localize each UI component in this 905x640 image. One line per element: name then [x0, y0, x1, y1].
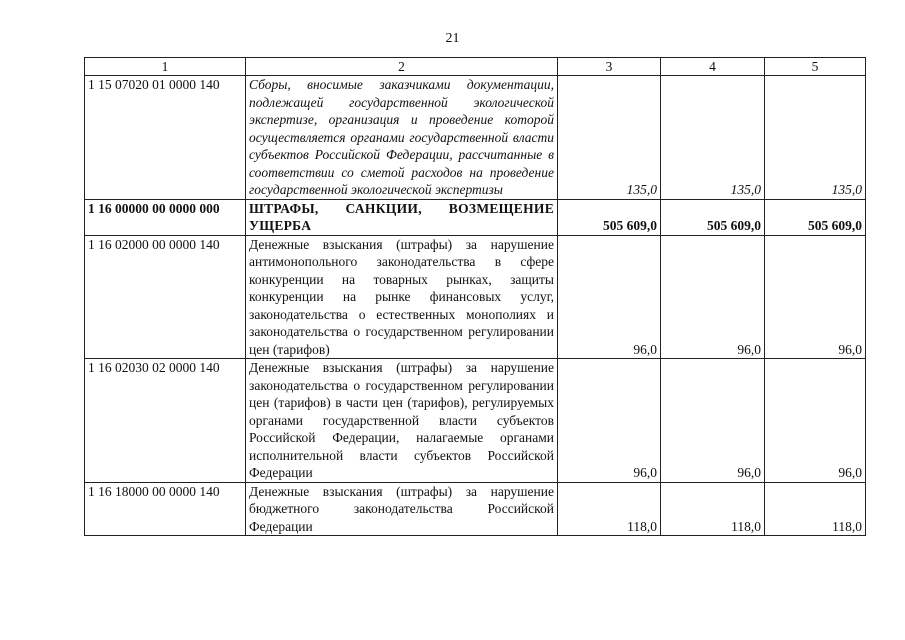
row-description: Денежные взыскания (штрафы) за нарушение антимонопольного законодательства в сфере конкуренции на товарных рынках, защиты конкуренции на рынке финансовых услуг, законодательства о естественных монополиях и законодательства о государственном регулировании цен (тарифов)	[246, 235, 558, 359]
row-value-col4: 96,0	[661, 235, 765, 359]
header-col-3: 3	[558, 58, 661, 76]
row-value-col3: 96,0	[558, 359, 661, 483]
table-row	[85, 235, 866, 359]
row-value-col4: 505 609,0	[661, 199, 765, 235]
row-value-col3: 135,0	[558, 76, 661, 200]
row-code: 1 16 02000 00 0000 140	[85, 235, 246, 359]
row-description: Денежные взыскания (штрафы) за нарушение законодательства о государственном регулировании цен (тарифов) в части цен (тарифов), регулируемых органами государственной власти субъектов Российской Федерации, налагаемые органами исполнительной власти субъектов Российской Федерации	[246, 359, 558, 483]
table-header-row	[85, 58, 866, 76]
header-col-1: 1	[85, 58, 246, 76]
row-code: 1 16 00000 00 0000 000	[85, 199, 246, 235]
budget-table	[84, 57, 866, 536]
row-code: 1 15 07020 01 0000 140	[85, 76, 246, 200]
row-value-col5: 505 609,0	[765, 199, 866, 235]
header-col-5: 5	[765, 58, 866, 76]
row-value-col4: 135,0	[661, 76, 765, 200]
row-value-col5: 118,0	[765, 482, 866, 536]
row-value-col4: 96,0	[661, 359, 765, 483]
row-value-col5: 96,0	[765, 235, 866, 359]
page-number: 21	[445, 31, 460, 46]
row-code: 1 16 02030 02 0000 140	[85, 359, 246, 483]
row-value-col3: 505 609,0	[558, 199, 661, 235]
row-description: Сборы, вносимые заказчиками документации, подлежащей государственной экологической экспертизе, организация и проведение которой осуществляется органами государственной власти субъектов Российской Федерации, рассчитанные в соответствии со сметой расходов на проведение государственной экологической экспертизы	[246, 76, 558, 200]
table-row	[85, 199, 866, 235]
row-value-col5: 96,0	[765, 359, 866, 483]
table-row	[85, 482, 866, 536]
row-description: ШТРАФЫ, САНКЦИИ, ВОЗМЕЩЕНИЕ УЩЕРБА	[246, 199, 558, 235]
row-value-col4: 118,0	[661, 482, 765, 536]
row-description: Денежные взыскания (штрафы) за нарушение бюджетного законодательства Российской Федерации	[246, 482, 558, 536]
header-col-2: 2	[246, 58, 558, 76]
row-value-col3: 96,0	[558, 235, 661, 359]
table-row	[85, 76, 866, 200]
header-col-4: 4	[661, 58, 765, 76]
row-value-col3: 118,0	[558, 482, 661, 536]
row-code: 1 16 18000 00 0000 140	[85, 482, 246, 536]
row-value-col5: 135,0	[765, 76, 866, 200]
table-row	[85, 359, 866, 483]
